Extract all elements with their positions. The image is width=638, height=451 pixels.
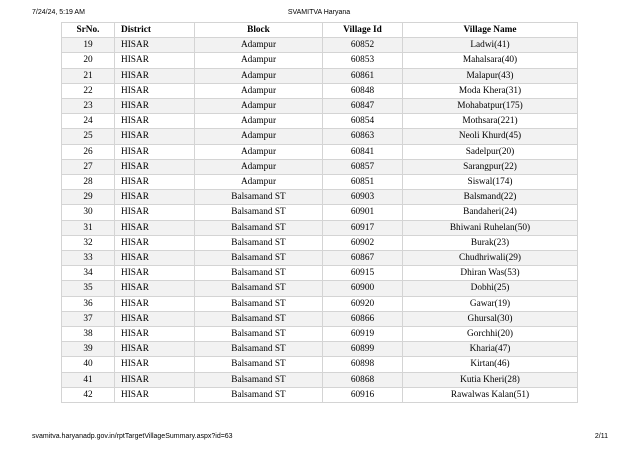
cell-village-name: Rawalwas Kalan(51) bbox=[403, 387, 578, 402]
village-summary-table bbox=[61, 22, 578, 403]
table-row bbox=[62, 114, 578, 129]
cell-block: Balsamand ST bbox=[195, 311, 323, 326]
cell-district: HISAR bbox=[115, 372, 195, 387]
cell-district: HISAR bbox=[115, 327, 195, 342]
cell-village-id: 60902 bbox=[323, 235, 403, 250]
cell-district: HISAR bbox=[115, 296, 195, 311]
cell-block: Adampur bbox=[195, 159, 323, 174]
cell-srno: 29 bbox=[62, 190, 115, 205]
cell-srno: 30 bbox=[62, 205, 115, 220]
table-row bbox=[62, 144, 578, 159]
cell-village-name: Kirtan(46) bbox=[403, 357, 578, 372]
table-row bbox=[62, 159, 578, 174]
cell-village-name: Kutia Kheri(28) bbox=[403, 372, 578, 387]
cell-village-name: Mothsara(221) bbox=[403, 114, 578, 129]
cell-district: HISAR bbox=[115, 281, 195, 296]
table-header-row bbox=[62, 23, 578, 38]
cell-block: Adampur bbox=[195, 38, 323, 53]
table-row bbox=[62, 296, 578, 311]
cell-block: Balsamand ST bbox=[195, 372, 323, 387]
cell-village-name: Chudhriwali(29) bbox=[403, 251, 578, 266]
cell-district: HISAR bbox=[115, 220, 195, 235]
cell-village-name: Moda Khera(31) bbox=[403, 83, 578, 98]
table-row bbox=[62, 38, 578, 53]
cell-district: HISAR bbox=[115, 251, 195, 266]
cell-village-id: 60901 bbox=[323, 205, 403, 220]
cell-srno: 22 bbox=[62, 83, 115, 98]
cell-srno: 39 bbox=[62, 342, 115, 357]
cell-srno: 34 bbox=[62, 266, 115, 281]
cell-district: HISAR bbox=[115, 190, 195, 205]
cell-village-name: Bhiwani Ruhelan(50) bbox=[403, 220, 578, 235]
cell-village-id: 60867 bbox=[323, 251, 403, 266]
cell-village-name: Burak(23) bbox=[403, 235, 578, 250]
cell-district: HISAR bbox=[115, 83, 195, 98]
table-row bbox=[62, 205, 578, 220]
cell-village-name: Bandaheri(24) bbox=[403, 205, 578, 220]
cell-district: HISAR bbox=[115, 159, 195, 174]
cell-village-name: Sadelpur(20) bbox=[403, 144, 578, 159]
cell-village-name: Sarangpur(22) bbox=[403, 159, 578, 174]
column-header-district: District bbox=[115, 23, 195, 38]
cell-block: Balsamand ST bbox=[195, 251, 323, 266]
cell-block: Balsamand ST bbox=[195, 357, 323, 372]
cell-srno: 42 bbox=[62, 387, 115, 402]
table-row bbox=[62, 83, 578, 98]
cell-srno: 25 bbox=[62, 129, 115, 144]
table-row bbox=[62, 220, 578, 235]
cell-village-id: 60898 bbox=[323, 357, 403, 372]
cell-srno: 37 bbox=[62, 311, 115, 326]
cell-village-name: Mohabatpur(175) bbox=[403, 99, 578, 114]
column-header-block: Block bbox=[195, 23, 323, 38]
cell-srno: 21 bbox=[62, 68, 115, 83]
cell-district: HISAR bbox=[115, 38, 195, 53]
table-row bbox=[62, 266, 578, 281]
cell-village-id: 60866 bbox=[323, 311, 403, 326]
cell-village-id: 60853 bbox=[323, 53, 403, 68]
cell-village-id: 60851 bbox=[323, 175, 403, 190]
cell-block: Balsamand ST bbox=[195, 387, 323, 402]
cell-block: Adampur bbox=[195, 83, 323, 98]
cell-block: Balsamand ST bbox=[195, 235, 323, 250]
table-row bbox=[62, 175, 578, 190]
cell-district: HISAR bbox=[115, 53, 195, 68]
cell-village-id: 60916 bbox=[323, 387, 403, 402]
cell-village-id: 60852 bbox=[323, 38, 403, 53]
cell-srno: 24 bbox=[62, 114, 115, 129]
cell-block: Balsamand ST bbox=[195, 205, 323, 220]
table-row bbox=[62, 327, 578, 342]
table-row bbox=[62, 190, 578, 205]
cell-block: Adampur bbox=[195, 68, 323, 83]
cell-district: HISAR bbox=[115, 387, 195, 402]
cell-village-id: 60847 bbox=[323, 99, 403, 114]
cell-district: HISAR bbox=[115, 175, 195, 190]
cell-village-id: 60919 bbox=[323, 327, 403, 342]
cell-village-name: Ghursal(30) bbox=[403, 311, 578, 326]
cell-district: HISAR bbox=[115, 342, 195, 357]
table-row bbox=[62, 281, 578, 296]
cell-village-id: 60868 bbox=[323, 372, 403, 387]
table-row bbox=[62, 311, 578, 326]
cell-block: Adampur bbox=[195, 53, 323, 68]
cell-village-id: 60903 bbox=[323, 190, 403, 205]
cell-block: Adampur bbox=[195, 114, 323, 129]
cell-village-id: 60861 bbox=[323, 68, 403, 83]
cell-village-name: Neoli Khurd(45) bbox=[403, 129, 578, 144]
cell-village-name: Kharia(47) bbox=[403, 342, 578, 357]
cell-village-name: Ladwi(41) bbox=[403, 38, 578, 53]
cell-district: HISAR bbox=[115, 114, 195, 129]
cell-village-name: Malapur(43) bbox=[403, 68, 578, 83]
cell-srno: 36 bbox=[62, 296, 115, 311]
cell-village-id: 60854 bbox=[323, 114, 403, 129]
cell-block: Adampur bbox=[195, 129, 323, 144]
cell-district: HISAR bbox=[115, 357, 195, 372]
page-number: 2/11 bbox=[594, 433, 608, 440]
table-row bbox=[62, 372, 578, 387]
column-header-village-name: Village Name bbox=[403, 23, 578, 38]
cell-district: HISAR bbox=[115, 205, 195, 220]
print-datetime: 7/24/24, 5:19 AM bbox=[32, 9, 85, 16]
cell-block: Balsamand ST bbox=[195, 327, 323, 342]
cell-village-id: 60841 bbox=[323, 144, 403, 159]
cell-block: Balsamand ST bbox=[195, 266, 323, 281]
cell-block: Adampur bbox=[195, 144, 323, 159]
cell-district: HISAR bbox=[115, 129, 195, 144]
cell-village-id: 60900 bbox=[323, 281, 403, 296]
page-title: SVAMITVA Haryana bbox=[287, 9, 351, 16]
cell-srno: 27 bbox=[62, 159, 115, 174]
cell-village-name: Gawar(19) bbox=[403, 296, 578, 311]
cell-srno: 32 bbox=[62, 235, 115, 250]
table-row bbox=[62, 129, 578, 144]
page-url: svamitva.haryanadp.gov.in/rptTargetVillageSummary.aspx?id=63 bbox=[32, 433, 233, 440]
cell-village-id: 60920 bbox=[323, 296, 403, 311]
cell-block: Adampur bbox=[195, 175, 323, 190]
cell-srno: 33 bbox=[62, 251, 115, 266]
cell-srno: 40 bbox=[62, 357, 115, 372]
cell-block: Balsamand ST bbox=[195, 220, 323, 235]
cell-village-name: Balsmand(22) bbox=[403, 190, 578, 205]
cell-srno: 20 bbox=[62, 53, 115, 68]
cell-village-name: Dobhi(25) bbox=[403, 281, 578, 296]
table-row bbox=[62, 99, 578, 114]
cell-village-name: Siswal(174) bbox=[403, 175, 578, 190]
cell-village-id: 60899 bbox=[323, 342, 403, 357]
cell-district: HISAR bbox=[115, 266, 195, 281]
cell-district: HISAR bbox=[115, 235, 195, 250]
cell-srno: 28 bbox=[62, 175, 115, 190]
cell-village-id: 60857 bbox=[323, 159, 403, 174]
cell-block: Balsamand ST bbox=[195, 342, 323, 357]
cell-village-name: Dhiran Was(53) bbox=[403, 266, 578, 281]
cell-district: HISAR bbox=[115, 144, 195, 159]
cell-srno: 26 bbox=[62, 144, 115, 159]
table-row bbox=[62, 235, 578, 250]
cell-district: HISAR bbox=[115, 68, 195, 83]
table-row bbox=[62, 68, 578, 83]
cell-block: Balsamand ST bbox=[195, 281, 323, 296]
cell-district: HISAR bbox=[115, 311, 195, 326]
cell-village-id: 60863 bbox=[323, 129, 403, 144]
cell-block: Balsamand ST bbox=[195, 190, 323, 205]
table-row bbox=[62, 251, 578, 266]
cell-srno: 35 bbox=[62, 281, 115, 296]
cell-srno: 23 bbox=[62, 99, 115, 114]
cell-srno: 31 bbox=[62, 220, 115, 235]
table-row bbox=[62, 53, 578, 68]
cell-srno: 38 bbox=[62, 327, 115, 342]
cell-village-name: Mahalsara(40) bbox=[403, 53, 578, 68]
cell-block: Adampur bbox=[195, 99, 323, 114]
cell-srno: 41 bbox=[62, 372, 115, 387]
table-row bbox=[62, 342, 578, 357]
table-row bbox=[62, 387, 578, 402]
table-row bbox=[62, 357, 578, 372]
cell-village-name: Gorchhi(20) bbox=[403, 327, 578, 342]
cell-srno: 19 bbox=[62, 38, 115, 53]
cell-village-id: 60848 bbox=[323, 83, 403, 98]
column-header-srno: SrNo. bbox=[62, 23, 115, 38]
cell-district: HISAR bbox=[115, 99, 195, 114]
column-header-village-id: Village Id bbox=[323, 23, 403, 38]
cell-block: Balsamand ST bbox=[195, 296, 323, 311]
cell-village-id: 60917 bbox=[323, 220, 403, 235]
cell-village-id: 60915 bbox=[323, 266, 403, 281]
